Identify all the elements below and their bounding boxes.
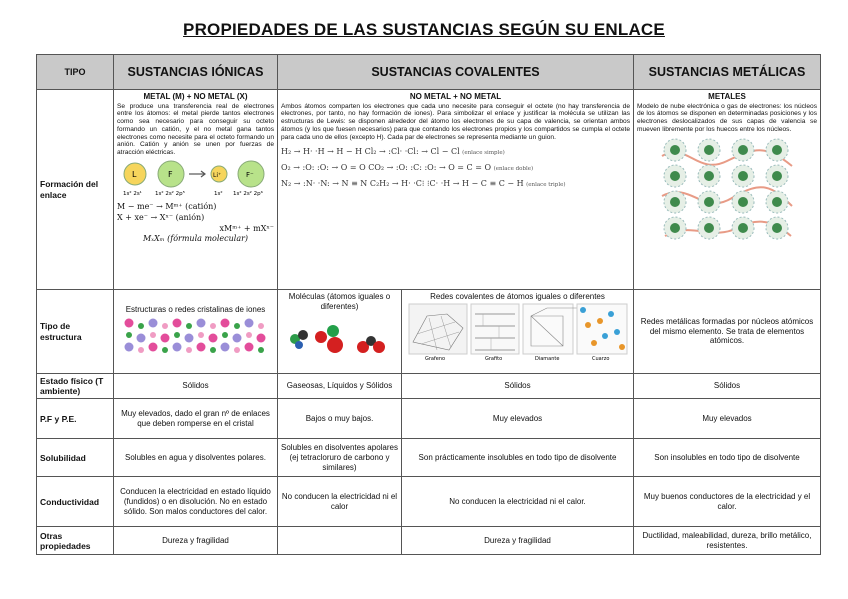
metal-nucleus xyxy=(670,145,680,155)
header-covalentes: SUSTANCIAS COVALENTES xyxy=(278,55,634,90)
molecule-images xyxy=(285,311,395,357)
label-grafeno: Grafeno xyxy=(424,355,445,362)
lattice-ion xyxy=(234,347,240,353)
cell-estructura-ionicas xyxy=(114,290,278,374)
lattice-ion xyxy=(162,323,168,329)
lattice-ion xyxy=(124,319,133,328)
header-row xyxy=(37,55,821,90)
networks-text: Redes covalentes de átomos iguales o diferentes xyxy=(430,292,605,301)
metal-nucleus xyxy=(670,171,680,181)
lattice-ion xyxy=(124,343,133,352)
ionic-heading: METAL (M) + NO METAL (X) xyxy=(143,92,248,101)
lattice-ion xyxy=(210,347,216,353)
config-li: 1s² 2s¹ xyxy=(122,190,142,197)
ionic-description: Se produce una transferencia real de electrones entre los átomos: el metal pierde tantos electrones como sea necesario para conseguir su octeto formando un catión, y el no metal gana tantos electrones como necesite para el octeto formando un anión. Catión y anión se unen por fuerzas de atracción eléctricas. xyxy=(117,102,274,157)
quartz-atom xyxy=(580,307,586,313)
metal-nucleus xyxy=(704,145,714,155)
cell-pf-metalicas: Muy elevados xyxy=(634,399,821,439)
cell-cond-ionicas: Conducen la electricidad en estado líquido (fundidos) o en disolución. No en estado sólido. Son malos conductores del calor. xyxy=(114,477,278,527)
lewis-double: O₂ → :O: :O: → O = O CO₂ → :O: :C: :O: → O = C = O (enlace doble) xyxy=(281,163,534,173)
metal-nucleus xyxy=(738,197,748,207)
cell-estado-redes: Sólidos xyxy=(402,374,634,399)
metal-nucleus xyxy=(772,223,782,233)
quartz-atom xyxy=(597,318,603,324)
metal-nucleus xyxy=(772,197,782,207)
header-tipo: TIPO xyxy=(37,55,114,90)
label-li-ion: Li⁺ xyxy=(212,171,221,179)
row-conductividad xyxy=(37,477,821,527)
metal-nucleus xyxy=(670,197,680,207)
cell-sol-metalicas: Son insolubles en todo tipo de disolvente xyxy=(634,439,821,477)
metal-nucleus xyxy=(704,197,714,207)
lattice-ion xyxy=(208,334,217,343)
lattice-ion xyxy=(162,347,168,353)
metal-nucleus xyxy=(772,145,782,155)
ionic-formula xyxy=(117,202,274,245)
config-li-ion: 1s² xyxy=(213,190,223,197)
row-label-formacion: Formación del enlace xyxy=(37,90,114,290)
cell-sol-redes: Son prácticamente insolubles en todo tipo de disolvente xyxy=(402,439,634,477)
lattice-ion xyxy=(138,347,144,353)
formula-anion: X + xe⁻ → Xˣ⁻ (anión) xyxy=(117,212,205,222)
row-label-conductividad: Conductividad xyxy=(37,477,114,527)
lattice-ion xyxy=(210,323,216,329)
label-diamante: Diamante xyxy=(534,355,559,362)
metal-nucleus xyxy=(704,171,714,181)
cell-formacion-ionicas xyxy=(114,90,278,290)
lattice-ion xyxy=(172,319,181,328)
quartz-atom xyxy=(619,344,625,350)
lattice-ion xyxy=(220,343,229,352)
label-grafito: Grafito xyxy=(484,355,502,362)
cell-cond-redes: No conducen la electricidad ni el calor. xyxy=(402,477,634,527)
cell-otras-ionicas: Dureza y fragilidad xyxy=(114,527,278,555)
cell-cond-metalicas: Muy buenos conductores de la electricidad y el calor. xyxy=(634,477,821,527)
cell-estado-moleculas: Gaseosas, Líquidos y Sólidos xyxy=(278,374,402,399)
row-label-estructura: Tipo de estructura xyxy=(37,290,114,374)
config-f-ion: 1s² 2s² 2p⁶ xyxy=(232,190,263,197)
cell-estructura-moleculas xyxy=(278,290,402,374)
header-metalicas: SUSTANCIAS METÁLICAS xyxy=(634,55,821,90)
lattice-ion xyxy=(258,323,264,329)
row-pf-pe xyxy=(37,399,821,439)
formula-cation: M − me⁻ → Mᵐ⁺ (catión) xyxy=(117,201,217,211)
cell-pf-moleculas: Bajos o muy bajos. xyxy=(278,399,402,439)
header-ionicas: SUSTANCIAS IÓNICAS xyxy=(114,55,278,90)
lattice-ion xyxy=(160,334,169,343)
lattice-ion xyxy=(136,334,145,343)
quartz-atom xyxy=(614,329,620,335)
lattice-ion xyxy=(138,323,144,329)
cell-estado-ionicas: Sólidos xyxy=(114,374,278,399)
formula-molecular: MₓXₘ (fórmula molecular) xyxy=(142,234,249,244)
properties-table xyxy=(36,54,821,555)
lattice-ion xyxy=(148,343,157,352)
lattice-ion xyxy=(198,332,204,338)
lewis-single: H₂ → H· ·H → H − H Cl₂ → :Cl· ·Cl: → Cl − Cl (enlace simple) xyxy=(281,147,505,157)
row-otras xyxy=(37,527,821,555)
covalent-description: Ambos átomos comparten los electrones que cada uno necesite para conseguir el octete (no hay transferencia de electrones, por tanto, no hay formación de iones). Para simbolizar el enlace y justificar la molécula se utilizan las estructuras de Lewis: se disponen alrededor del átomo los electrones de su capa de valencia, se orientan ambos átomos (y los que fuesen necesarios) para que contando los electrones propios y los compartidos se cumpla el octete para cada uno de ellos (excepto H). Cada par de electrones se representa mediante un guion. xyxy=(281,102,630,141)
label-f-atom: F xyxy=(167,169,173,179)
metal-nucleus xyxy=(738,223,748,233)
quartz-atom xyxy=(602,333,608,339)
lattice-ion xyxy=(244,343,253,352)
label-f-ion: F⁻ xyxy=(245,170,254,179)
metal-nucleus xyxy=(738,145,748,155)
quartz-atom xyxy=(591,340,597,346)
cell-estructura-redes xyxy=(402,290,634,374)
covalent-heading: NO METAL + NO METAL xyxy=(409,92,502,101)
ionic-lattice-images xyxy=(121,315,271,355)
config-f: 1s² 2s² 2p⁵ xyxy=(154,190,185,197)
row-label-otras: Otras propiedades xyxy=(37,527,114,555)
metal-nucleus xyxy=(772,171,782,181)
lewis-triple: N₂ → :N· ·N: → N ≡ N C₂H₂ → H· ·C⁝ ⁝C· ·H → H − C ≡ C − H (enlace triple) xyxy=(281,178,566,188)
lattice-ion xyxy=(244,319,253,328)
formula-combined: xMᵐ⁺ + mXˣ⁻ xyxy=(219,223,274,233)
row-label-pf-pe: P.F y P.E. xyxy=(37,399,114,439)
cell-sol-ionicas: Solubles en agua y disolventes polares. xyxy=(114,439,278,477)
cell-otras-metalicas: Ductilidad, maleabilidad, dureza, brillo metálico, resistentes. xyxy=(634,527,821,555)
row-label-estado: Estado físico (T ambiente) xyxy=(37,374,114,399)
quartz-atom xyxy=(608,311,614,317)
cell-estructura-metalicas: Redes metálicas formadas por núcleos atómicos del mismo elemento. Se trata de elementos atómicos. xyxy=(634,290,821,374)
lattice-ion xyxy=(232,334,241,343)
lattice-ion xyxy=(186,323,192,329)
lattice-ion xyxy=(196,319,205,328)
row-formacion xyxy=(37,90,821,290)
cell-otras-moleculas xyxy=(278,527,402,555)
lattice-ion xyxy=(246,332,252,338)
lattice-ion xyxy=(126,332,132,338)
lattice-ion xyxy=(174,332,180,338)
ionic-transfer-diagram xyxy=(121,159,271,199)
label-cuarzo: Cuarzo xyxy=(591,355,609,362)
lattice-ion xyxy=(148,319,157,328)
lattice-ion xyxy=(186,347,192,353)
electron-sea-diagram xyxy=(657,136,797,244)
row-label-solubilidad: Solubilidad xyxy=(37,439,114,477)
metal-description: Modelo de nube electrónica o gas de electrones: los núcleos de los átomos se disponen en determinadas posiciones y los electrones deslocalizados de sus capas de valencia se mueven libremente por los huecos entre los núcleos. xyxy=(637,102,817,133)
label-li-atom: L xyxy=(131,169,136,179)
lattice-ion xyxy=(222,332,228,338)
lattice-ion xyxy=(220,319,229,328)
metal-nucleus xyxy=(738,171,748,181)
metal-nucleus xyxy=(704,223,714,233)
lattice-ion xyxy=(256,334,265,343)
cell-estado-metalicas: Sólidos xyxy=(634,374,821,399)
network-images xyxy=(407,302,629,362)
row-estructura xyxy=(37,290,821,374)
cell-formacion-metalicas xyxy=(634,90,821,290)
lattice-ion xyxy=(258,347,264,353)
lattice-ion xyxy=(184,334,193,343)
metal-nucleus xyxy=(670,223,680,233)
lattice-ion xyxy=(150,332,156,338)
metal-heading: METALES xyxy=(708,92,746,101)
lattice-ion xyxy=(234,323,240,329)
cell-formacion-covalentes xyxy=(278,90,634,290)
cell-pf-ionicas: Muy elevados, dado el gran nº de enlaces que deben romperse en el cristal xyxy=(114,399,278,439)
page-title: PROPIEDADES DE LAS SUSTANCIAS SEGÚN SU ENLACE xyxy=(183,20,665,39)
cell-sol-moleculas: Solubles en disolventes apolares (ej tetracloruro de carbono y similares) xyxy=(278,439,402,477)
cell-otras-redes: Dureza y fragilidad xyxy=(402,527,634,555)
cell-pf-redes: Muy elevados xyxy=(402,399,634,439)
row-estado xyxy=(37,374,821,399)
ionic-structure-text: Estructuras o redes cristalinas de iones xyxy=(125,305,266,315)
lattice-ion xyxy=(196,343,205,352)
lattice-ion xyxy=(172,343,181,352)
row-solubilidad xyxy=(37,439,821,477)
cell-cond-moleculas: No conducen la electricidad ni el calor xyxy=(278,477,402,527)
quartz-atom xyxy=(585,322,591,328)
molecules-text: Moléculas (átomos iguales o diferentes) xyxy=(288,292,391,311)
